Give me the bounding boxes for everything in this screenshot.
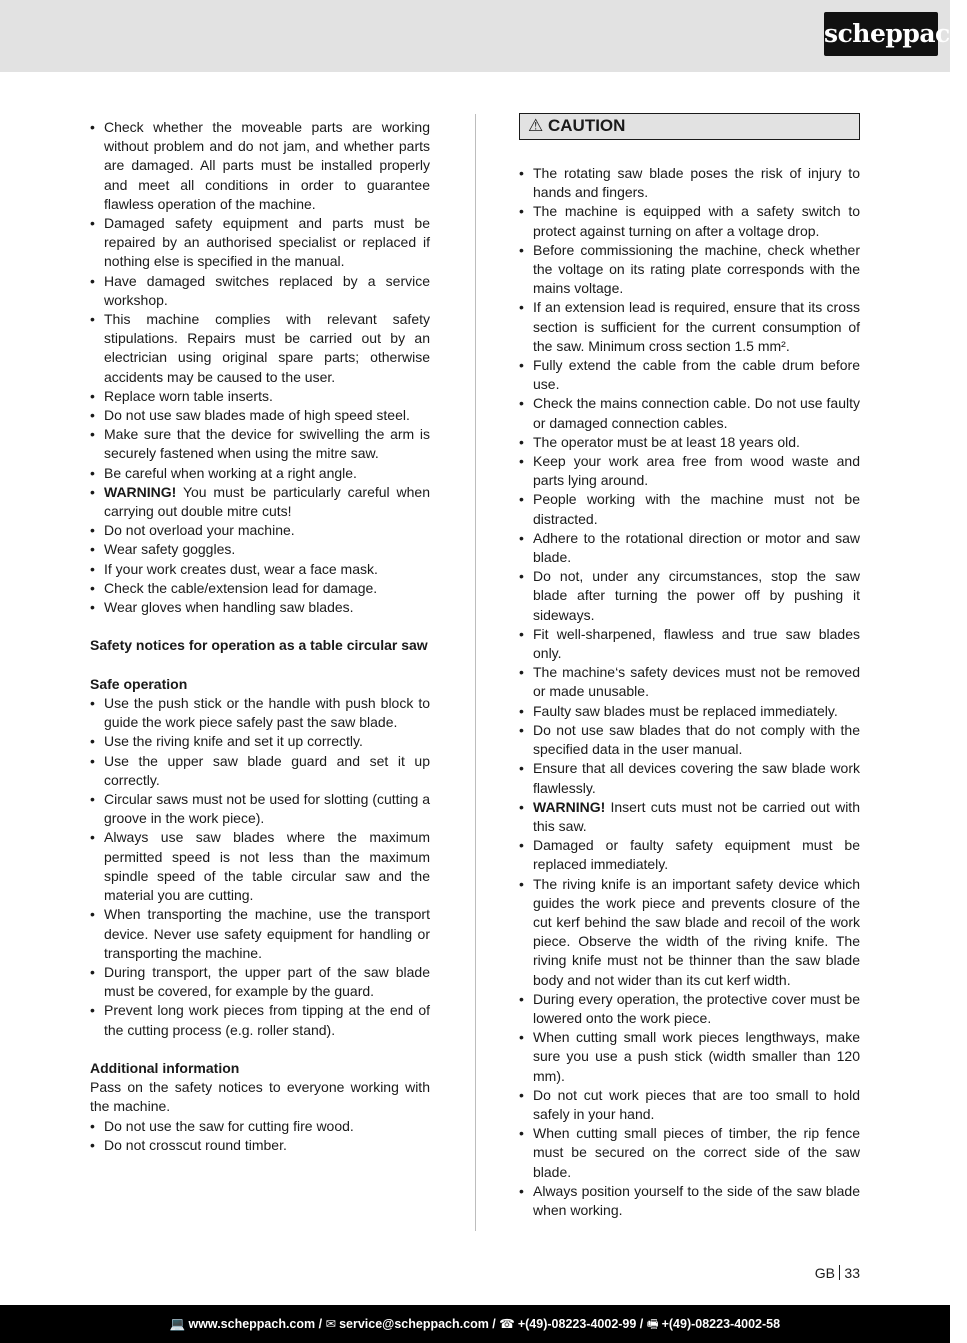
list-item xyxy=(519,663,860,701)
list-item xyxy=(90,521,430,540)
phone-icon: ☎ xyxy=(499,1317,515,1331)
caution-list xyxy=(519,164,860,1220)
additional-info-list xyxy=(90,1117,430,1155)
list-item-text: Check whether the moveable parts are working without problem and do not jam, and whether parts are damaged. All parts must be installed properly and meet all conditions in order to guarantee flawless operation of the machine. xyxy=(104,119,430,212)
list-item-text: The operator must be at least 18 years old. xyxy=(533,433,800,450)
list-item-text: Ensure that all devices covering the saw blade work flawlessly. xyxy=(533,760,860,796)
list-item-text: Make sure that the device for swivelling the arm is securely fastened when using the mitre saw. xyxy=(104,426,430,462)
list-item-text: The rotating saw blade poses the risk of injury to hands and fingers. xyxy=(533,165,860,201)
list-item-text: When cutting small work pieces lengthways, make sure you use a push stick (width smaller than 120 mm). xyxy=(533,1029,860,1084)
list-item-text: Before commissioning the machine, check whether the voltage on its rating plate corresponds with the mains voltage. xyxy=(533,241,860,297)
list-item xyxy=(519,759,860,797)
list-item xyxy=(90,540,430,559)
list-item-text: Faulty saw blades must be replaced immediately. xyxy=(533,702,838,719)
mail-icon: ✉ xyxy=(325,1317,337,1331)
list-item-text: Circular saws must not be used for slotting (cutting a groove in the work piece). xyxy=(104,791,430,827)
list-item-text: During every operation, the protective cover must be lowered onto the work piece. xyxy=(533,990,860,1026)
list-item xyxy=(90,483,430,521)
list-item xyxy=(90,694,430,732)
list-item xyxy=(519,298,860,356)
list-item xyxy=(90,464,430,483)
list-item xyxy=(90,387,430,406)
list-item xyxy=(519,1124,860,1182)
list-item xyxy=(90,828,430,905)
footer-email[interactable]: service@scheppach.com / xyxy=(339,1317,496,1331)
list-item-text: Do not use saw blades that do not comply with the specified data in the user manual. xyxy=(533,721,860,758)
list-item-text: Adhere to the rotational direction or motor and saw blade. xyxy=(533,529,860,566)
list-item xyxy=(519,394,860,432)
list-item-text: Use the push stick or the handle with push block to guide the work piece safely past the saw blade. xyxy=(104,695,430,731)
list-item xyxy=(90,118,430,214)
list-item-text: If an extension lead is required, ensure that its cross section is sufficient for the current consumption of the saw. Minimum cross section 1.5 mm². xyxy=(533,299,860,354)
list-item-text: Do not use the saw for cutting fire wood. xyxy=(104,1117,354,1134)
list-item-text: Insert cuts must not be carried out with this saw. xyxy=(533,798,860,834)
footer-contact-bar xyxy=(0,1305,950,1343)
list-item xyxy=(519,798,860,836)
list-item xyxy=(90,214,430,272)
list-item-text: Fit well-sharpened, flawless and true saw blades only. xyxy=(533,625,860,662)
list-item-text: Check the mains connection cable. Do not use faulty or damaged connection cables. xyxy=(533,395,860,431)
left-column xyxy=(90,118,430,1155)
list-item xyxy=(90,790,430,828)
list-item-text: If your work creates dust, wear a face mask. xyxy=(104,560,378,577)
list-item xyxy=(90,752,430,790)
computer-icon: 💻 xyxy=(169,1317,186,1331)
footer-fax: +(49)-08223-4002-58 xyxy=(661,1317,781,1331)
table-saw-heading: Safety notices for operation as a table circular saw xyxy=(90,637,428,654)
list-item xyxy=(519,433,860,452)
warning-label: WARNING! xyxy=(104,483,177,500)
list-item xyxy=(90,732,430,751)
safe-operation-heading: Safe operation xyxy=(90,675,188,692)
list-item xyxy=(90,406,430,425)
list-item-text: Use the upper saw blade guard and set it up correctly. xyxy=(104,752,430,788)
safe-operation-list xyxy=(90,694,430,1040)
header-band xyxy=(0,0,967,72)
list-item-text: When cutting small pieces of timber, the rip fence must be secured on the correct side of the saw blade. xyxy=(533,1125,860,1180)
list-item xyxy=(90,272,430,310)
footer-phone: +(49)-08223-4002-99 / xyxy=(517,1317,644,1331)
list-item xyxy=(90,598,430,617)
right-column xyxy=(519,118,860,1220)
list-item-text: Do not, under any circumstances, stop the saw blade after turning the power off by pushing it sideways. xyxy=(533,568,860,623)
list-item-text: Keep your work area free from wood waste and parts lying around. xyxy=(533,453,860,489)
additional-info-text: Pass on the safety notices to everyone working with the machine. xyxy=(90,1079,430,1115)
list-item-text: Replace worn table inserts. xyxy=(104,387,273,404)
list-item-text: Do not overload your machine. xyxy=(104,522,295,539)
list-item xyxy=(519,164,860,202)
list-item xyxy=(90,1136,430,1155)
list-item xyxy=(90,560,430,579)
list-item-text: Wear gloves when handling saw blades. xyxy=(104,599,354,616)
list-item xyxy=(519,721,860,759)
list-item-text: Do not crosscut round timber. xyxy=(104,1136,287,1153)
page-lang: GB xyxy=(814,1265,835,1281)
list-item-text: People working with the machine must not be distracted. xyxy=(533,491,860,527)
list-item xyxy=(519,836,860,874)
page-number xyxy=(815,1265,860,1281)
list-item-text: Damaged or faulty safety equipment must be replaced immediately. xyxy=(533,837,860,873)
warning-label: WARNING! xyxy=(533,798,606,815)
footer-website[interactable]: www.scheppach.com / xyxy=(188,1317,323,1331)
additional-info-heading: Additional information xyxy=(90,1059,240,1076)
list-item xyxy=(519,241,860,299)
list-item xyxy=(519,356,860,394)
list-item-text: Have damaged switches replaced by a service workshop. xyxy=(104,272,430,308)
list-item xyxy=(90,1001,430,1039)
list-item xyxy=(519,1028,860,1086)
list-item xyxy=(519,702,860,721)
caution-label: CAUTION xyxy=(547,116,626,135)
list-item-text: Wear safety goggles. xyxy=(104,541,236,558)
list-item xyxy=(519,567,860,625)
column-divider xyxy=(475,114,476,1231)
list-item-text: When transporting the machine, use the transport device. Never use safety equipment for handling or transporting the machine. xyxy=(104,906,430,961)
list-item xyxy=(90,963,430,1001)
list-item-text: Do not cut work pieces that are too small to hold safely in your hand. xyxy=(533,1086,860,1122)
caution-box xyxy=(519,113,860,140)
list-item-text: The riving knife is an important safety device which guides the work piece and prevents closure of the cut kerf behind the saw blade and recoil of the work piece. Observe the width of the riving knife. The riving knife must not be thinner than the saw blade body and not wider than its cut kerf width. xyxy=(533,875,860,988)
list-item-text: Damaged safety equipment and parts must be repaired by an authorised specialist or replaced if nothing else is specified in the manual. xyxy=(104,215,430,270)
list-item xyxy=(519,1086,860,1124)
list-item-text: During transport, the upper part of the saw blade must be covered, for example by the guard. xyxy=(104,963,430,1000)
list-item-text: You must be particularly careful when carrying out double mitre cuts! xyxy=(104,483,430,520)
list-item-text: The machine‘s safety devices must not be removed or made unusable. xyxy=(533,664,860,700)
list-item-text: Use the riving knife and set it up correctly. xyxy=(104,733,363,750)
list-item xyxy=(519,625,860,663)
list-item xyxy=(90,579,430,598)
list-item xyxy=(90,1117,430,1136)
list-item-text: Fully extend the cable from the cable drum before use. xyxy=(533,357,860,393)
list-item xyxy=(519,202,860,240)
list-item-text: Do not use saw blades made of high speed steel. xyxy=(104,407,410,424)
scheppach-logo: scheppach xyxy=(824,12,938,56)
list-item xyxy=(519,452,860,490)
list-item-text: Always position yourself to the side of the saw blade when working. xyxy=(533,1182,860,1218)
list-item xyxy=(90,905,430,963)
warning-triangle-icon: ⚠ xyxy=(528,116,544,135)
list-item xyxy=(519,1182,860,1220)
list-item xyxy=(519,875,860,990)
general-safety-list xyxy=(90,118,430,617)
list-item-text: The machine is equipped with a safety switch to protect against turning on after a voltage drop. xyxy=(533,203,860,239)
list-item-text: This machine complies with relevant safety stipulations. Repairs must be carried out by an electrician using original spare parts; otherwise accidents may be caused to the user. xyxy=(104,311,430,385)
page-number-value: 33 xyxy=(844,1265,860,1281)
list-item xyxy=(90,310,430,387)
list-item xyxy=(90,425,430,463)
list-item-text: Always use saw blades where the maximum permitted speed is not less than the maximum spindle speed of the table circular saw and the material you are cutting. xyxy=(104,829,430,904)
list-item xyxy=(519,490,860,528)
fax-icon: 🖷 xyxy=(646,1317,659,1331)
list-item xyxy=(519,529,860,567)
list-item-text: Check the cable/extension lead for damage. xyxy=(104,579,378,596)
list-item xyxy=(519,990,860,1028)
list-item-text: Prevent long work pieces from tipping at the end of the cutting process (e.g. roller stand). xyxy=(104,1002,430,1038)
list-item-text: Be careful when working at a right angle. xyxy=(104,464,357,481)
